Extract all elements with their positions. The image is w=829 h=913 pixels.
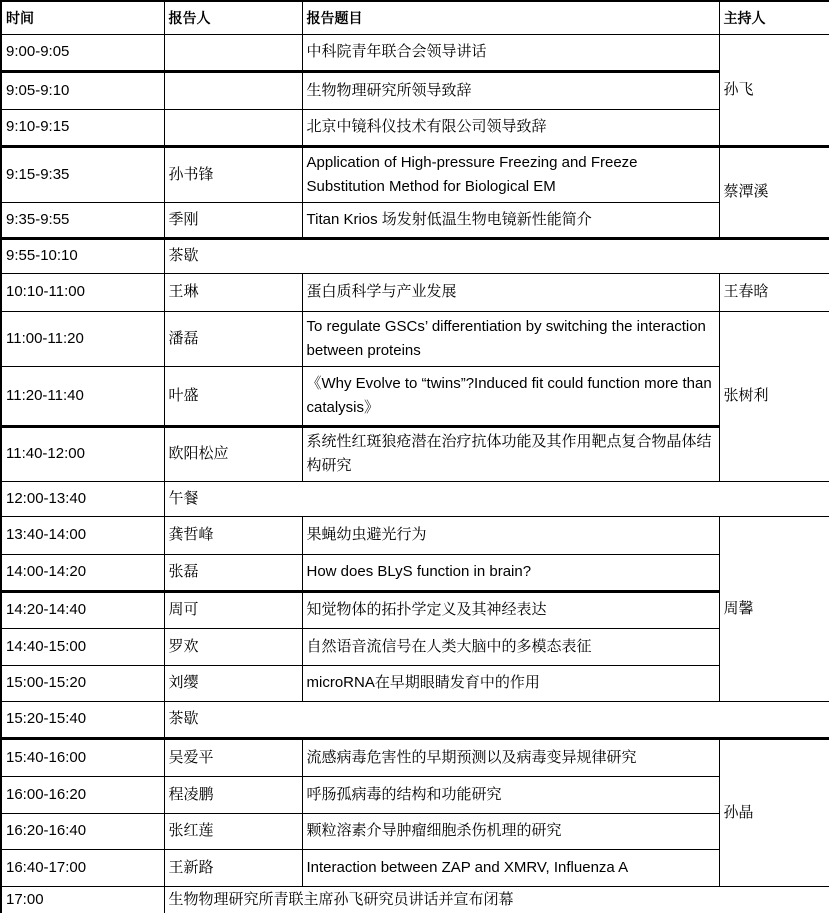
host-cell: 王春晗 <box>719 273 829 311</box>
title-cell: How does BLyS function in brain? <box>302 554 719 591</box>
schedule-row <box>1 426 829 481</box>
time-cell: 9:10-9:15 <box>1 109 164 146</box>
time-cell: 11:40-12:00 <box>1 426 164 481</box>
time-cell: 16:00-16:20 <box>1 776 164 813</box>
closing-row <box>1 886 829 913</box>
title-cell: 蛋白质科学与产业发展 <box>302 273 719 311</box>
time-cell: 10:10-11:00 <box>1 273 164 311</box>
speaker-cell <box>164 71 302 109</box>
break-row <box>1 238 829 273</box>
speaker-cell: 王琳 <box>164 273 302 311</box>
speaker-cell: 叶盛 <box>164 366 302 426</box>
host-cell: 孙晶 <box>719 738 829 886</box>
schedule-row <box>1 813 829 849</box>
speaker-cell: 罗欢 <box>164 628 302 665</box>
speaker-cell: 欧阳松应 <box>164 426 302 481</box>
speaker-cell: 潘磊 <box>164 311 302 366</box>
schedule-row <box>1 849 829 886</box>
schedule-row <box>1 665 829 701</box>
title-cell: To regulate GSCs’ differentiation by switching the interaction between proteins <box>302 311 719 366</box>
speaker-cell: 吴爱平 <box>164 738 302 776</box>
time-cell: 15:00-15:20 <box>1 665 164 701</box>
title-cell: 果蝇幼虫避光行为 <box>302 516 719 554</box>
host-cell: 孙飞 <box>719 34 829 146</box>
title-cell: Titan Krios 场发射低温生物电镜新性能简介 <box>302 202 719 238</box>
time-cell: 13:40-14:00 <box>1 516 164 554</box>
time-cell: 11:20-11:40 <box>1 366 164 426</box>
title-cell: 流感病毒危害性的早期预测以及病毒变异规律研究 <box>302 738 719 776</box>
speaker-cell: 刘缨 <box>164 665 302 701</box>
title-cell: 颗粒溶素介导肿瘤细胞杀伤机理的研究 <box>302 813 719 849</box>
time-cell: 11:00-11:20 <box>1 311 164 366</box>
speaker-cell: 龚哲峰 <box>164 516 302 554</box>
time-cell: 16:20-16:40 <box>1 813 164 849</box>
header-row <box>1 1 829 34</box>
schedule-row <box>1 273 829 311</box>
speaker-cell: 周可 <box>164 591 302 628</box>
time-cell: 9:00-9:05 <box>1 34 164 71</box>
break-cell: 午餐 <box>164 481 829 516</box>
title-cell: 系统性红斑狼疮潜在治疗抗体功能及其作用靶点复合物晶体结构研究 <box>302 426 719 481</box>
header-cell-host: 主持人 <box>719 1 829 34</box>
time-cell: 12:00-13:40 <box>1 481 164 516</box>
schedule-row <box>1 311 829 366</box>
speaker-cell: 张红莲 <box>164 813 302 849</box>
schedule-row <box>1 146 829 202</box>
speaker-cell: 王新路 <box>164 849 302 886</box>
schedule-row <box>1 34 829 71</box>
title-cell: 呼肠孤病毒的结构和功能研究 <box>302 776 719 813</box>
break-cell: 茶歇 <box>164 701 829 738</box>
schedule-row <box>1 202 829 238</box>
header-cell-time: 时间 <box>1 1 164 34</box>
speaker-cell: 程凌鹏 <box>164 776 302 813</box>
title-cell: 北京中镜科仪技术有限公司领导致辞 <box>302 109 719 146</box>
time-cell: 9:35-9:55 <box>1 202 164 238</box>
time-cell: 14:40-15:00 <box>1 628 164 665</box>
time-cell: 16:40-17:00 <box>1 849 164 886</box>
time-cell: 15:40-16:00 <box>1 738 164 776</box>
break-cell: 茶歇 <box>164 238 829 273</box>
host-cell: 张树利 <box>719 311 829 481</box>
time-cell: 9:55-10:10 <box>1 238 164 273</box>
break-cell: 生物物理研究所青联主席孙飞研究员讲话并宣布闭幕 <box>164 886 829 913</box>
time-cell: 15:20-15:40 <box>1 701 164 738</box>
schedule-row <box>1 71 829 109</box>
speaker-cell: 张磊 <box>164 554 302 591</box>
title-cell: 《Why Evolve to “twins”?Induced fit could function more than catalysis》 <box>302 366 719 426</box>
title-cell: 中科院青年联合会领导讲话 <box>302 34 719 71</box>
title-cell: microRNA在早期眼睛发育中的作用 <box>302 665 719 701</box>
schedule-row <box>1 591 829 628</box>
time-cell: 14:00-14:20 <box>1 554 164 591</box>
time-cell: 9:15-9:35 <box>1 146 164 202</box>
title-cell: 自然语音流信号在人类大脑中的多模态表征 <box>302 628 719 665</box>
speaker-cell <box>164 34 302 71</box>
header-cell-title: 报告题目 <box>302 1 719 34</box>
schedule-row <box>1 366 829 426</box>
time-cell: 9:05-9:10 <box>1 71 164 109</box>
host-cell: 周馨 <box>719 516 829 701</box>
break-row <box>1 701 829 738</box>
schedule-row <box>1 109 829 146</box>
speaker-cell <box>164 109 302 146</box>
time-cell: 14:20-14:40 <box>1 591 164 628</box>
title-cell: Interaction between ZAP and XMRV, Influenza A <box>302 849 719 886</box>
schedule-row <box>1 738 829 776</box>
title-cell: 生物物理研究所领导致辞 <box>302 71 719 109</box>
header-cell-speaker: 报告人 <box>164 1 302 34</box>
time-cell: 17:00 <box>1 886 164 913</box>
title-cell: Application of High-pressure Freezing and Freeze Substitution Method for Biological EM <box>302 146 719 202</box>
host-cell: 蔡潭溪 <box>719 146 829 238</box>
schedule-row <box>1 554 829 591</box>
schedule-row <box>1 628 829 665</box>
title-cell: 知觉物体的拓扑学定义及其神经表达 <box>302 591 719 628</box>
break-row <box>1 481 829 516</box>
schedule-row <box>1 516 829 554</box>
schedule-row <box>1 776 829 813</box>
speaker-cell: 季刚 <box>164 202 302 238</box>
speaker-cell: 孙书锋 <box>164 146 302 202</box>
